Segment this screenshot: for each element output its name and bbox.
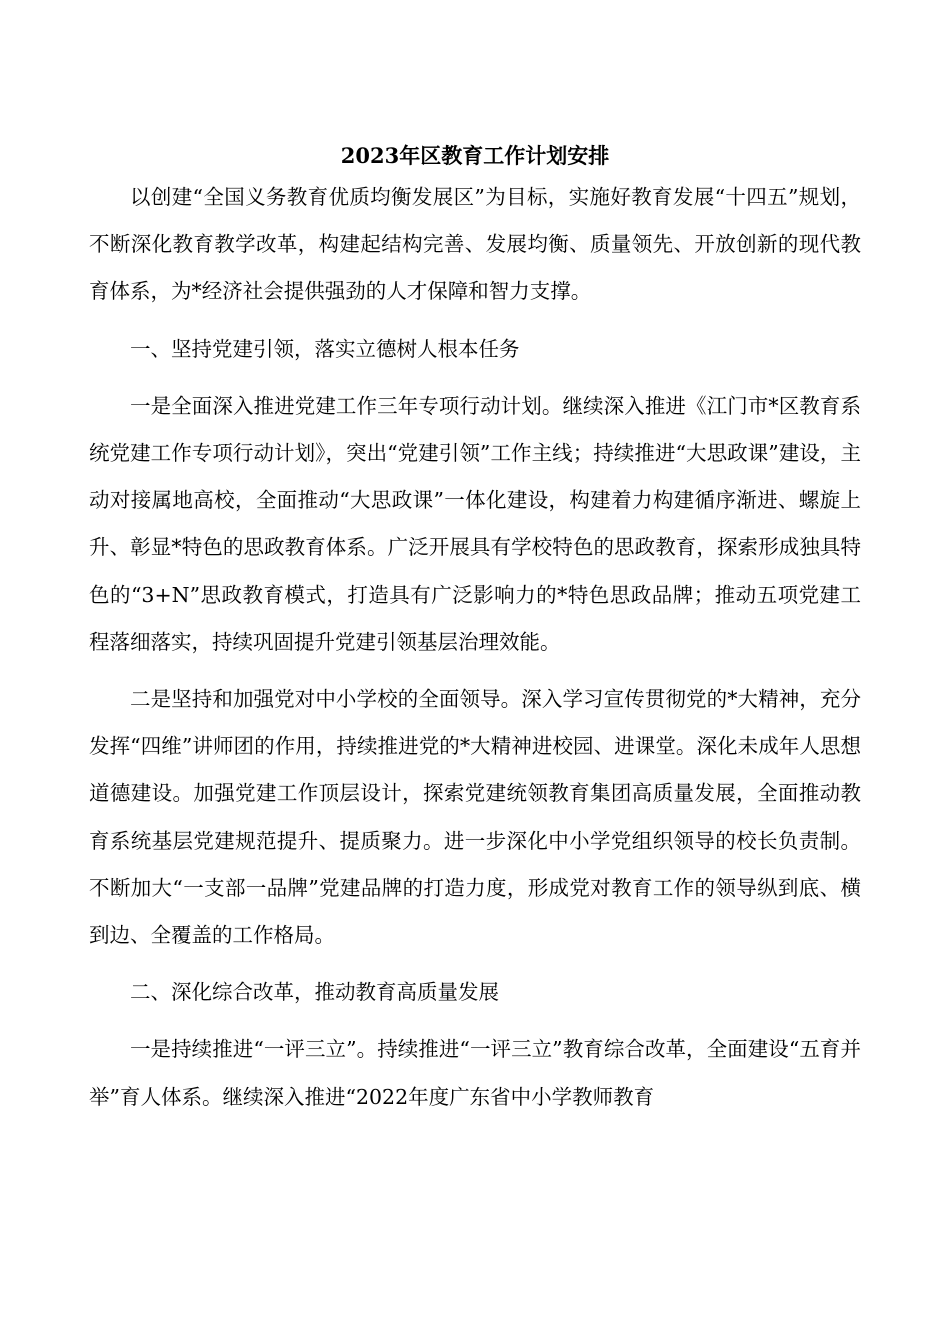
paragraph-gap bbox=[89, 959, 861, 969]
section-1-heading: 一、坚持党建引领，落实立德树人根本任务 bbox=[130, 336, 520, 361]
section-1-paragraph-2: 二是坚持和加强党对中小学校的全面领导。深入学习宣传贯彻党的*大精神，充分发挥“四维”讲师团的作用，持续推进党的*大精神进校园、进课堂。深化未成年人思想道德建设。加强党建工作顶层设计，探索党建统领教育集团高质量发展，全面推动教育系统基层党建规范提升、提质聚力。进一步深化中小学党组织领导的校长负责制。不断加大“一支部一品牌”党建品牌的打造力度，形成党对教育工作的领导纵到底、横到边、全覆盖的工作格局。 bbox=[89, 687, 861, 948]
section-2-paragraph-1: 一是持续推进“一评三立”。持续推进“一评三立”教育综合改革，全面建设“五育并举”育人体系。继续深入推进“2022年度广东省中小学教师教育 bbox=[89, 1037, 861, 1109]
paragraph-gap bbox=[89, 1016, 861, 1026]
paragraph-gap bbox=[89, 316, 861, 326]
document-body bbox=[89, 174, 861, 1121]
intro-paragraph: 以创建“全国义务教育优质均衡发展区”为目标，实施好教育发展“十四五”规划，不断深化教育教学改革，构建起结构完善、发展均衡、质量领先、开放创新的现代教育体系，为*经济社会提供强劲的人才保障和智力支撑。 bbox=[89, 185, 861, 304]
paragraph-gap bbox=[89, 666, 861, 676]
document-title: 2023年区教育工作计划安排 bbox=[340, 143, 610, 168]
section-1-paragraph-1: 一是全面深入推进党建工作三年专项行动计划。继续深入推进《江门市*区教育系统党建工作专项行动计划》，突出“党建引领”工作主线；持续推进“大思政课”建设，主动对接属地高校，全面推动“大思政课”一体化建设，构建着力构建循序渐进、螺旋上升、彰显*特色的思政教育体系。广泛开展具有学校特色的思政教育，探索形成独具特色的“3+N”思政教育模式，打造具有广泛影响力的*特色思政品牌；推动五项党建工程落细落实，持续巩固提升党建引领基层治理效能。 bbox=[89, 393, 861, 654]
section-2-heading: 二、深化综合改革，推动教育高质量发展 bbox=[130, 980, 499, 1005]
paragraph-gap bbox=[89, 373, 861, 383]
